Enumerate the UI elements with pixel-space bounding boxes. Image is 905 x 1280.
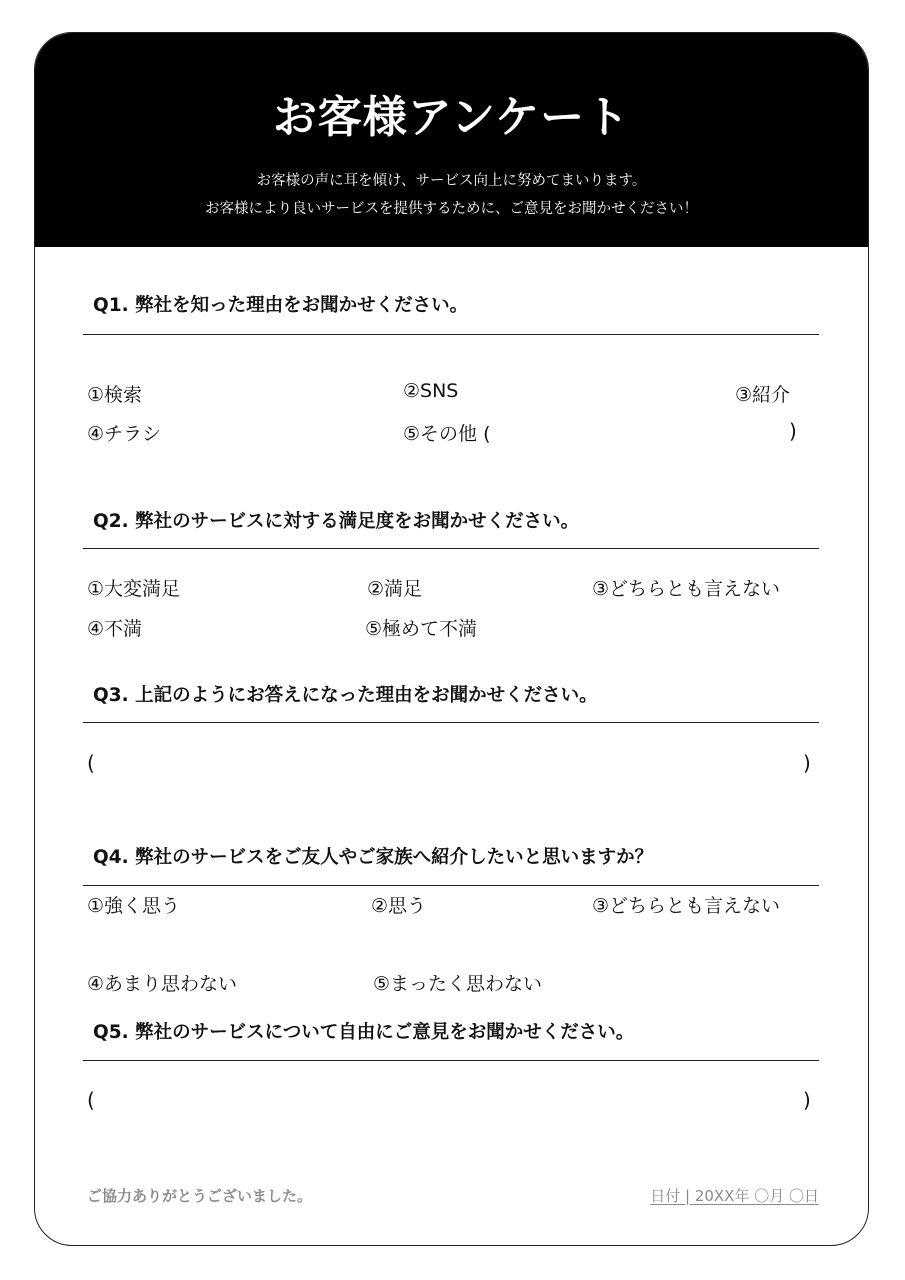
q2-option-3[interactable]: ③どちらとも言えない: [592, 578, 781, 600]
q2-option-5[interactable]: ⑤極めて不満: [365, 618, 478, 640]
q2-divider: [83, 548, 819, 549]
q2-option-4[interactable]: ④不満: [87, 618, 143, 640]
q2-option-2[interactable]: ②満足: [367, 578, 423, 600]
survey-card: [34, 32, 869, 1246]
survey-subtitle-line2: お客様により良いサービスを提供するために、ご意見をお聞かせください！: [205, 201, 698, 217]
q1-title: Q1. 弊社を知った理由をお聞かせください。: [93, 295, 469, 316]
q4-title: Q4. 弊社のサービスをご友人やご家族へ紹介したいと思いますか？: [93, 847, 654, 868]
q5-divider: [83, 1060, 819, 1061]
q4-option-3[interactable]: ③どちらとも言えない: [592, 895, 781, 917]
q1-option-2[interactable]: ②SNS: [403, 380, 459, 402]
q4-option-1[interactable]: ①強く思う: [87, 895, 181, 917]
q1-option-1[interactable]: ①検索: [87, 384, 143, 406]
q1-other-close-paren: ): [789, 419, 797, 443]
thank-you-note: ご協力ありがとうございました。: [87, 1187, 313, 1205]
q4-option-4[interactable]: ④あまり思わない: [87, 973, 238, 995]
q2-option-1[interactable]: ①大変満足: [87, 578, 181, 600]
q5-title: Q5. 弊社のサービスについて自由にご意見をお聞かせください。: [93, 1022, 635, 1043]
survey-subtitle-line1: お客様の声に耳を傾け、サービス向上に努めてまいります。: [256, 173, 647, 189]
q3-title: Q3. 上記のようにお答えになった理由をお聞かせください。: [93, 685, 598, 706]
q2-title: Q2. 弊社のサービスに対する満足度をお聞かせください。: [93, 511, 580, 532]
q5-open-paren: (: [87, 1088, 95, 1112]
q4-divider: [83, 885, 819, 886]
q1-divider: [83, 334, 819, 335]
survey-header: [35, 33, 868, 247]
q3-divider: [83, 722, 819, 723]
q4-option-5[interactable]: ⑤まったく思わない: [373, 973, 543, 995]
q3-close-paren: ): [803, 751, 811, 775]
q1-option-5[interactable]: ⑤その他 (: [403, 423, 491, 445]
q5-close-paren: ): [803, 1088, 811, 1112]
date-field[interactable]: 日付 | 20XX年 〇月 〇日: [650, 1187, 819, 1205]
q1-option-3[interactable]: ③紹介: [735, 384, 791, 406]
q4-option-2[interactable]: ②思う: [371, 895, 427, 917]
q1-option-4[interactable]: ④チラシ: [87, 423, 162, 445]
survey-title: お客様アンケート: [272, 92, 631, 143]
q3-open-paren: (: [87, 751, 95, 775]
